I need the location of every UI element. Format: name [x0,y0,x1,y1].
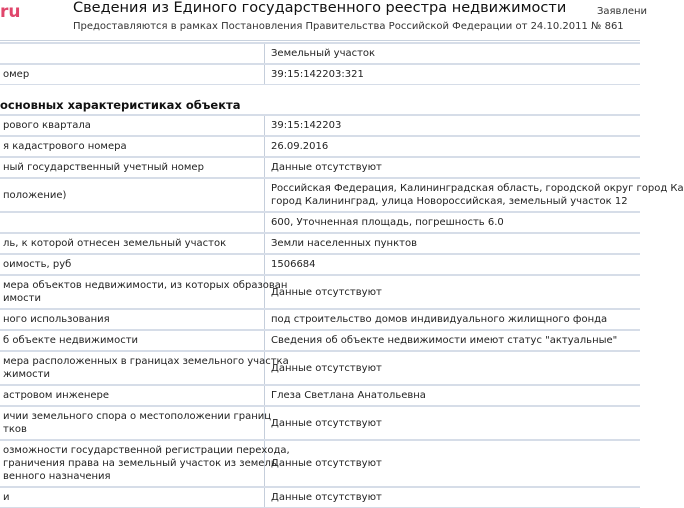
row-label: омер [0,64,265,85]
row-label: ного использования [0,309,265,330]
row-value: Данные отсутствуют [265,157,641,178]
row-label: рового квартала [0,115,265,136]
row-label: мера объектов недвижимости, из которых образован имости [0,275,265,309]
table-row [0,254,640,275]
row-label [0,43,265,64]
row-value: 39:15:142203:321 [265,64,641,85]
table-row [0,309,640,330]
object-summary-table [0,42,640,85]
row-label: ичии земельного спора о местоположении границ тков [0,406,265,440]
page-header [0,0,648,41]
site-logo[interactable]: ru [0,2,21,22]
row-value: Данные отсутствуют [265,487,641,508]
table-row [0,136,640,157]
row-value: 26.09.2016 [265,136,641,157]
row-value: Данные отсутствуют [265,406,641,440]
application-link[interactable]: Заявлени [597,6,648,17]
table-row [0,178,640,212]
table-row [0,406,640,440]
row-label: положение) [0,178,265,212]
row-label: я кадастрового номера [0,136,265,157]
row-label: и [0,487,265,508]
row-label: мера расположенных в границах земельного участка жимости [0,351,265,385]
row-label [0,212,265,233]
table-row [0,487,640,508]
page-title: Сведения из Единого государственного реестра недвижимости [73,0,567,16]
characteristics-table [0,114,684,508]
row-label: озможности государственной регистрации перехода, граничения права на земельный участок из земель венного назначения [0,440,265,487]
row-label: б объекте недвижимости [0,330,265,351]
row-value: Сведения об объекте недвижимости имеют статус "актуальные" [265,330,641,351]
table-row [0,440,640,487]
row-value: Данные отсутствуют [265,275,641,309]
row-value: Российская Федерация, Калининградская область, городской округ город Ка город Калининград, улица Новороссийская, земельный участок 12 [265,178,641,212]
table-row [0,385,640,406]
table-row [0,43,640,64]
row-value: Данные отсутствуют [265,440,641,487]
table-row [0,233,640,254]
row-value: под строительство домов индивидуального жилищного фонда [265,309,641,330]
table-row [0,64,640,85]
row-value: 1506684 [265,254,641,275]
table-row [0,157,640,178]
table-row [0,330,640,351]
row-value: 600, Уточненная площадь, погрешность 6.0 [265,212,641,233]
row-value: Данные отсутствуют [265,351,641,385]
row-value: Земельный участок [265,43,641,64]
row-value: Глеза Светлана Анатольевна [265,385,641,406]
table-row [0,275,640,309]
table-row [0,351,640,385]
row-label: оимость, руб [0,254,265,275]
row-value: Земли населенных пунктов [265,233,641,254]
row-label: астровом инженере [0,385,265,406]
page-subtitle: Предоставляются в рамках Постановления Правительства Российской Федерации от 24.10.2011 № 861 [73,21,624,32]
row-value: 39:15:142203 [265,115,641,136]
row-label: ль, к которой отнесен земельный участок [0,233,265,254]
row-label: ный государственный учетный номер [0,157,265,178]
section-title: основных характеристиках объекта [0,98,241,112]
table-row [0,115,640,136]
table-row [0,212,640,233]
